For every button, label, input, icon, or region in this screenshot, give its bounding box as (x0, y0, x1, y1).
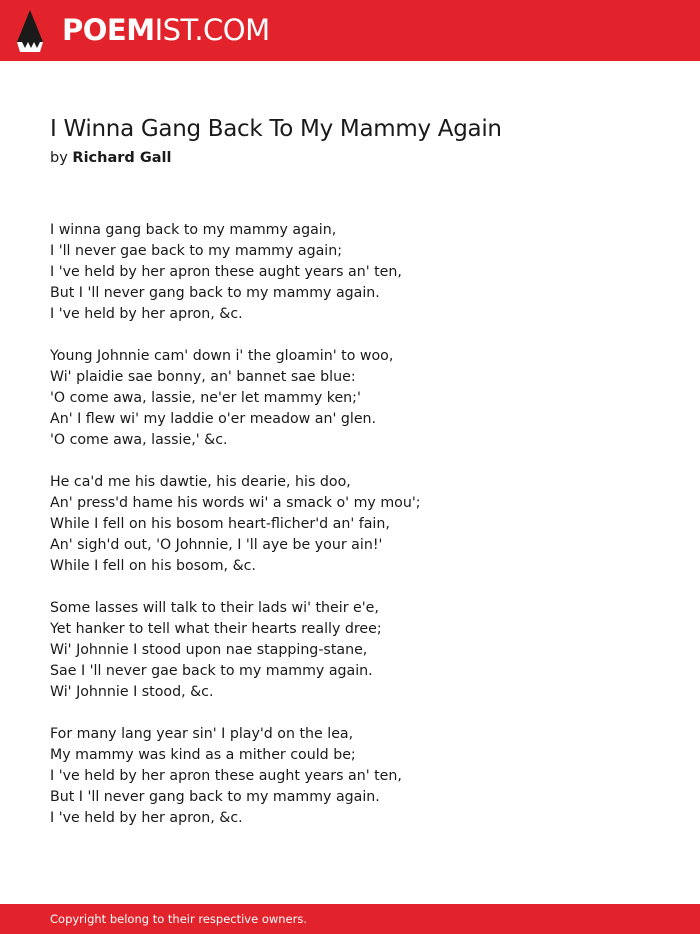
poem-line: I 've held by her apron these aught years an' ten, (50, 768, 402, 784)
poem-line: 'O come awa, lassie,' &c. (50, 432, 228, 448)
site-header (0, 0, 700, 61)
by-label: by (50, 150, 68, 166)
author-name: Richard Gall (72, 150, 172, 166)
stanza (50, 220, 650, 325)
poem-line: An' I flew wi' my laddie o'er meadow an' glen. (50, 411, 377, 427)
poem-line: For many lang year sin' I play'd on the lea, (50, 726, 354, 742)
pencil-logo-icon[interactable] (17, 10, 43, 52)
poem-line: 'O come awa, lassie, ne'er let mammy ken;' (50, 390, 361, 406)
poem-line: I 've held by her apron, &c. (50, 810, 243, 826)
poem-line: But I 'll never gang back to my mammy again. (50, 285, 380, 301)
poem-line: I 've held by her apron these aught years an' ten, (50, 264, 402, 280)
poem-line: But I 'll never gang back to my mammy again. (50, 789, 380, 805)
poem-line: Yet hanker to tell what their hearts really dree; (50, 621, 382, 637)
poem-line: While I fell on his bosom heart-flicher'd an' fain, (50, 516, 390, 532)
poem-line: Wi' Johnnie I stood, &c. (50, 684, 214, 700)
poem-line: He ca'd me his dawtie, his dearie, his doo, (50, 474, 351, 490)
poem-line: An' sigh'd out, 'O Johnnie, I 'll aye be your ain!' (50, 537, 383, 553)
poem-line: I 've held by her apron, &c. (50, 306, 243, 322)
site-footer (0, 904, 700, 934)
site-logo[interactable] (62, 12, 270, 48)
poem-line: Wi' Johnnie I stood upon nae stapping-stane, (50, 642, 368, 658)
poem-line: Wi' plaidie sae bonny, an' bannet sae blue: (50, 369, 356, 385)
stanza (50, 472, 650, 577)
poem-line: I winna gang back to my mammy again, (50, 222, 337, 238)
poem-line: Some lasses will talk to their lads wi' their e'e, (50, 600, 379, 616)
poem-line: My mammy was kind as a mither could be; (50, 747, 356, 763)
poem-line: I 'll never gae back to my mammy again; (50, 243, 342, 259)
poem-line: An' press'd hame his words wi' a smack o' my mou'; (50, 495, 421, 511)
stanza (50, 346, 650, 451)
logo-text-light: IST.COM (154, 13, 270, 47)
poem-line: Sae I 'll never gae back to my mammy again. (50, 663, 373, 679)
logo-text-bold: POEM (62, 13, 155, 47)
poem-line: Young Johnnie cam' down i' the gloamin' to woo, (50, 348, 394, 364)
poem-line: While I fell on his bosom, &c. (50, 558, 256, 574)
poem-title: I Winna Gang Back To My Mammy Again (50, 116, 502, 142)
stanza (50, 598, 650, 703)
copyright-text: Copyright belong to their respective owners. (50, 912, 308, 926)
stanza (50, 724, 650, 829)
poem-body (50, 220, 650, 850)
byline (50, 150, 171, 166)
